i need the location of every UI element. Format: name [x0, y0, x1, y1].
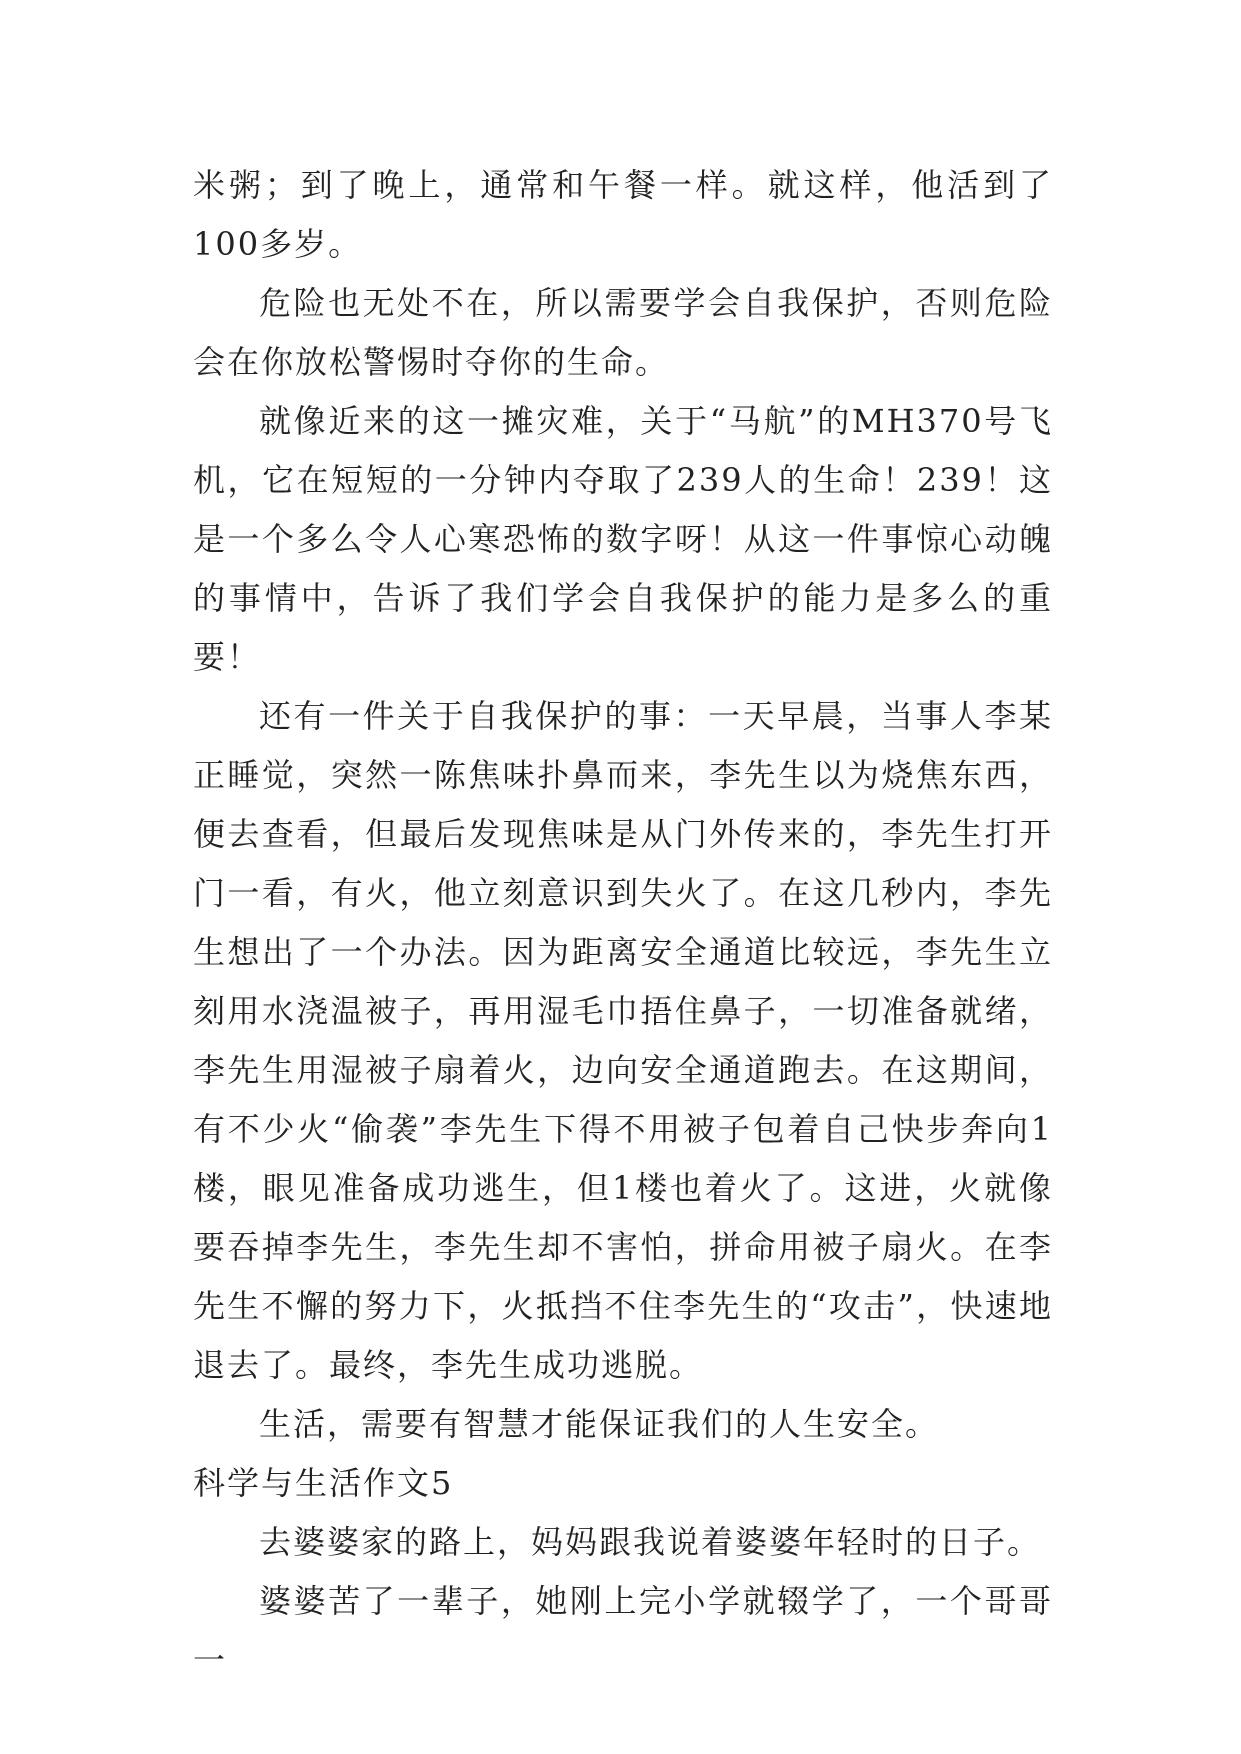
paragraph-2: 危险也无处不在，所以需要学会自我保护，否则危险会在你放松警惕时夺你的生命。 [193, 284, 1053, 381]
section-paragraph-2: 婆婆苦了一辈子，她刚上完小学就辍学了，一个哥哥一 [193, 1582, 1053, 1679]
section-paragraph-1: 去婆婆家的路上，妈妈跟我说着婆婆年轻时的日子。 [259, 1523, 1042, 1561]
paragraph-1: 米粥；到了晚上，通常和午餐一样。就这样，他活到了100多岁。 [193, 166, 1053, 263]
text-column [193, 156, 1053, 1690]
paragraph-3: 就像近来的这一摊灾难，关于“马航”的MH370号飞机，它在短短的一分钟内夺取了239人的生命！239！这是一个多么令人心寒恐怖的数字呀！从这一件事惊心动魄的事情中，告诉了我们学会自我保护的能力是多么的重要！ [193, 402, 1053, 676]
section-heading: 科学与生活作文5 [193, 1464, 454, 1502]
paragraph-4: 还有一件关于自我保护的事：一天早晨，当事人李某正睡觉，突然一陈焦味扑鼻而来，李先生以为烧焦东西，便去查看，但最后发现焦味是从门外传来的，李先生打开门一看，有火，他立刻意识到失火了。在这几秒内，李先生想出了一个办法。因为距离安全通道比较远，李先生立刻用水浇温被子，再用湿毛巾捂住鼻子，一切准备就绪，李先生用湿被子扇着火，边向安全通道跑去。在这期间，有不少火“偷袭”李先生下得不用被子包着自己快步奔向1楼，眼见准备成功逃生，但1楼也着火了。这进，火就像要吞掉李先生，李先生却不害怕，拼命用被子扇火。在李先生不懈的努力下，火抵挡不住李先生的“攻击”，快速地退去了。最终，李先生成功逃脱。 [193, 697, 1053, 1384]
paragraph-5: 生活，需要有智慧才能保证我们的人生安全。 [259, 1405, 940, 1443]
